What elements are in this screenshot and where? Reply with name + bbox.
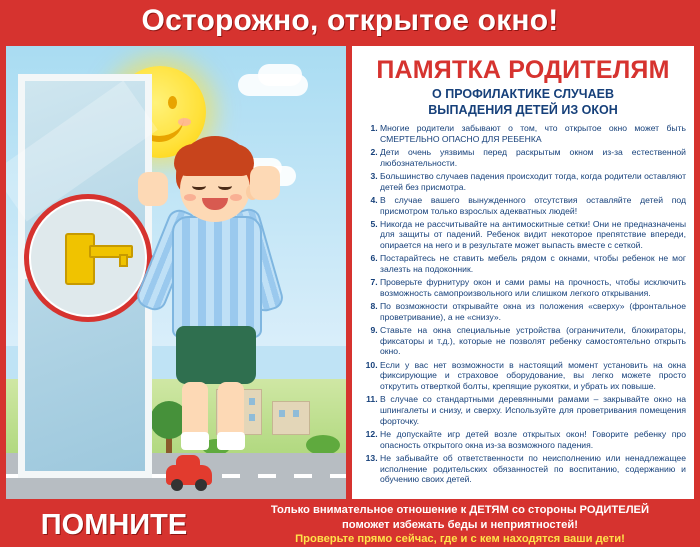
sun-cheek-right — [178, 118, 191, 126]
rule-item: 13. Не забывайте об ответственности по неисполнению или ненадлежащее исполнение родительских обязанностей по воспитанию, содержанию и обучению своих детей. — [380, 453, 686, 485]
rule-item: 6. Постарайтесь не ставить мебель рядом с окнами, чтобы ребенок не мог залезть на подоконник. — [380, 253, 686, 275]
boy-hand-left — [138, 172, 168, 206]
boy-fringe — [174, 144, 254, 176]
illustration-panel — [6, 46, 346, 499]
boy-shorts — [176, 326, 256, 384]
boy-cheek-right — [230, 194, 242, 201]
memo-subtitle — [360, 87, 686, 118]
footer-line-1: Только внимательное отношение к ДЕТЯМ со стороны РОДИТЕЛЕЙ — [270, 503, 650, 516]
rule-item: 5. Никогда не рассчитывайте на антимоскитные сетки! Они не предназначены для защиты от падений. Ребенок видит некоторое препятствие впереди, опирается на него и в результате может выпасть вместе с сеткой. — [380, 219, 686, 251]
rule-item: 11. В случае со стандартными деревянными рамами – закрывайте окно на шпингалеты и снизу, и сверху. Используйте для проветривания помещения форточку. — [380, 394, 686, 426]
memo-panel — [352, 46, 694, 499]
lock-key — [89, 245, 133, 258]
window-lock-key-icon — [24, 194, 152, 322]
rule-item: 9. Ставьте на окна специальные устройства (ограничители, блокираторы, фиксаторы и т.д.), которые не позволят ребенку самостоятельно открыть окно. — [380, 325, 686, 357]
boy-cheek-left — [184, 194, 196, 201]
boy-illustration — [146, 136, 296, 466]
sun-eye-right — [168, 96, 177, 109]
rule-item: 1. Многие родители забывают о том, что открытое окно может быть СМЕРТЕЛЬНО ОПАСНО ДЛЯ РЕБЕНКА — [380, 123, 686, 145]
red-car-icon — [166, 465, 212, 485]
bush — [306, 435, 340, 455]
lock-body — [65, 233, 95, 285]
cloud-icon — [258, 64, 302, 86]
boy-shirt — [172, 216, 262, 338]
rule-item: 10. Если у вас нет возможности в настоящий момент установить на окна фиксирующие и страховое оборудование, вы легко можете просто открутить отверткой болты, крепящие рукоятки, и убрать их повыше. — [380, 360, 686, 392]
footer-line-3: Проверьте прямо сейчас, где и с кем находятся ваши дети! — [295, 533, 625, 546]
boy-sock-right — [217, 432, 245, 450]
boy-eye-left — [192, 182, 206, 190]
page-title: Осторожно, открытое окно! — [141, 4, 559, 37]
rule-item: 12. Не допускайте игр детей возле открытых окон! Говорите ребенку про опасность открытого окна из-за возможного падения. — [380, 429, 686, 451]
poster-footer — [0, 503, 700, 547]
rule-item: 8. По возможности открывайте окна из положения «сверху» (фронтальное проветривание), а не «снизу». — [380, 301, 686, 323]
rule-item: 3. Большинство случаев падения происходит тогда, когда родители оставляют детей без присмотра. — [380, 171, 686, 193]
rule-item: 2. Дети очень уязвимы перед раскрытым окном из-за естественной любознательности. — [380, 147, 686, 169]
footer-message — [228, 503, 700, 547]
memo-subtitle-line1: О ПРОФИЛАКТИКЕ СЛУЧАЕВ — [432, 87, 614, 101]
boy-hand-right — [250, 166, 280, 200]
rule-item: 7. Проверьте фурнитуру окон и сами рамы на прочность, чтобы исключить возможность самопроизвольного или слишком легкого открывания. — [380, 277, 686, 299]
poster-body — [0, 42, 700, 503]
memo-title: ПАМЯТКА РОДИТЕЛЯМ — [376, 56, 670, 84]
footer-remember-title: ПОМНИТЕ — [40, 508, 188, 541]
rule-item: 4. В случае вашего вынужденного отсутствия оставляйте детей под присмотром только взрослых адекватных людей! — [380, 195, 686, 217]
poster-header — [0, 0, 700, 42]
footer-line-2: поможет избежать беды и неприятностей! — [342, 518, 578, 531]
memo-subtitle-line2: ВЫПАДЕНИЯ ДЕТЕЙ ИЗ ОКОН — [428, 102, 618, 117]
boy-eye-right — [218, 182, 232, 190]
rules-list — [360, 123, 686, 485]
boy-sock-left — [181, 432, 209, 450]
